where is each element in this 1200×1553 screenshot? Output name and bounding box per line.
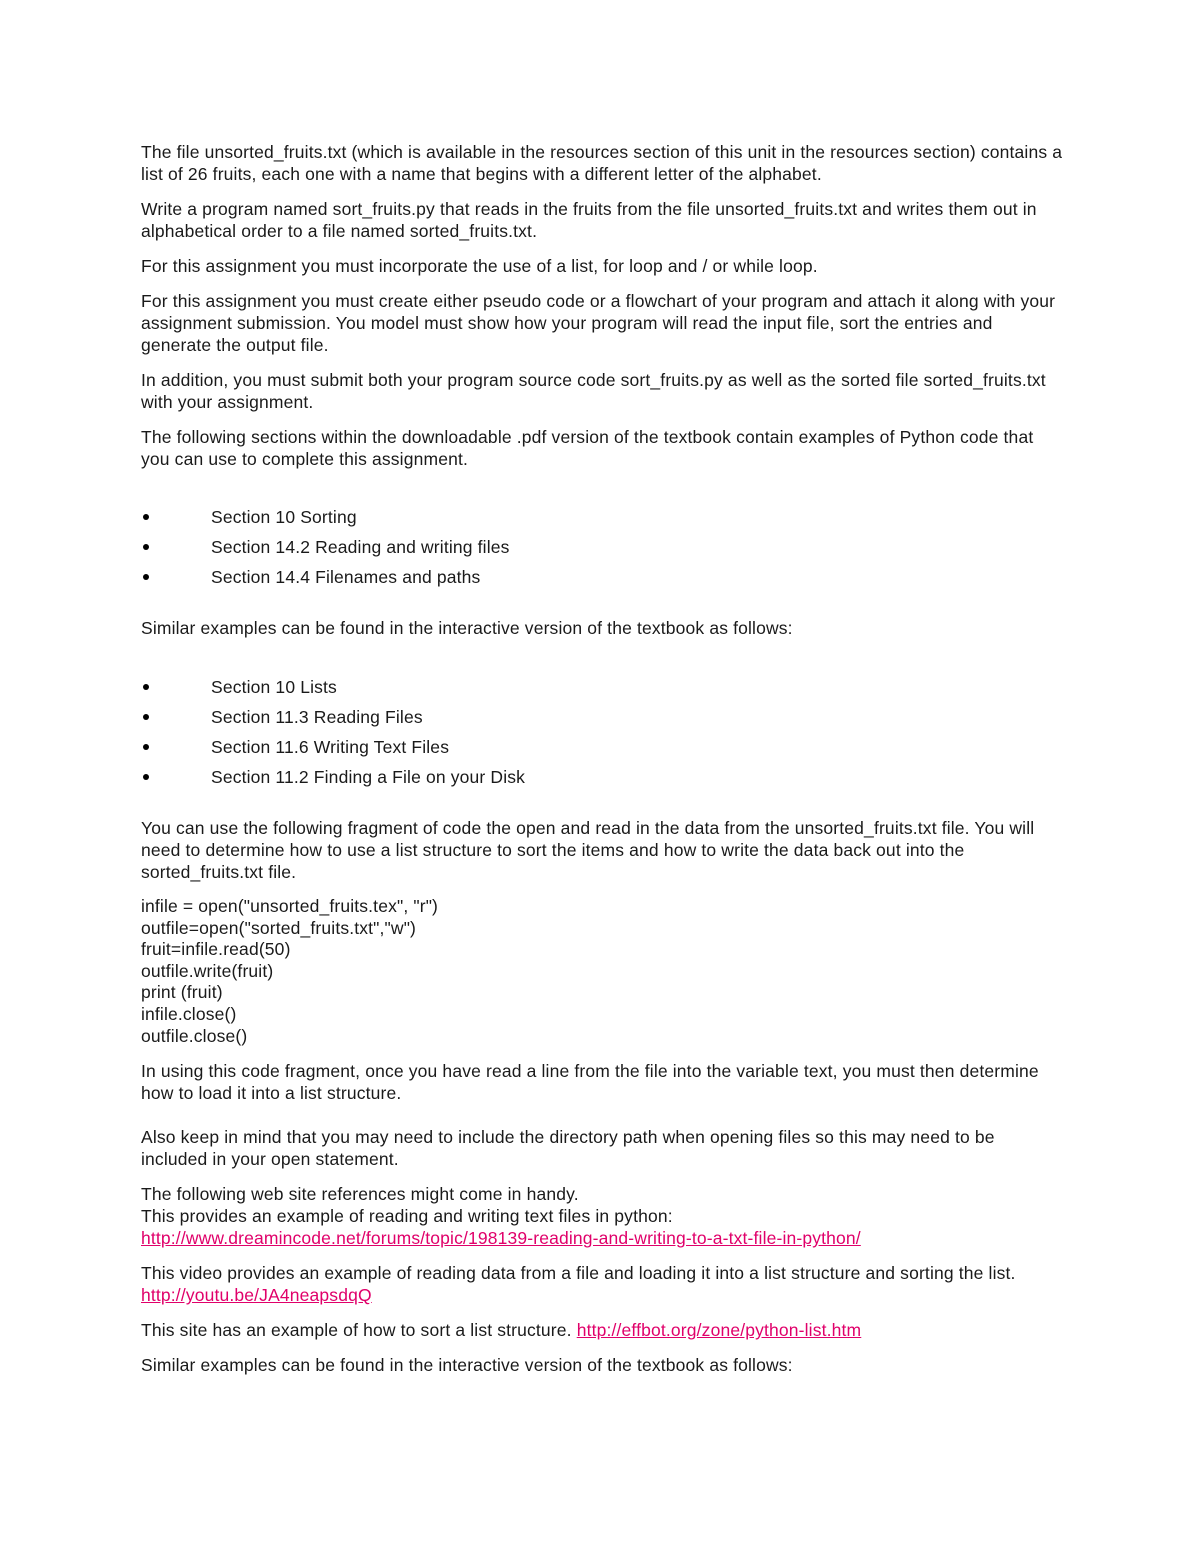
write-program-paragraph: Write a program named sort_fruits.py that reads in the fruits from the file unsorted_fruits.txt and writes them out in alphabetical order to a file named sorted_fruits.txt. [141,199,1037,241]
list-item: Section 11.3 Reading Files [141,702,1066,732]
bullet-icon [143,544,149,550]
youtube-link[interactable]: http://youtu.be/JA4neapsdqQ [141,1285,372,1306]
interactive-sections-list [141,672,1066,792]
web-references-text: The following web site references might come in handy. [141,1184,579,1205]
intro-paragraph: The file unsorted_fruits.txt (which is available in the resources section of this unit in the resources section) contains a list of 26 fruits, each one with a name that begins with a different letter of the alphabet. [141,142,1063,184]
code-fragment-intro-paragraph: You can use the following fragment of code the open and read in the data from the unsorted_fruits.txt file. You will need to determine how to use a list structure to sort the items and how to write the data back out into the sorted_fruits.txt file. [141,818,1035,882]
code-line: outfile.close() [141,1025,248,1046]
sort-site-text: This site has an example of how to sort a list structure. [141,1320,577,1341]
list-item: Section 10 Lists [141,672,1066,702]
incorporate-paragraph: For this assignment you must incorporate the use of a list, for loop and / or while loop. [141,256,818,276]
pdf-sections-paragraph: The following sections within the downloadable .pdf version of the textbook contain examples of Python code that you can use to complete this assignment. [141,427,1034,469]
code-line: print (fruit) [141,982,223,1003]
reading-writing-example-text: This provides an example of reading and writing text files in python: [141,1206,673,1227]
effbot-link[interactable]: http://effbot.org/zone/python-list.htm [576,1320,862,1341]
list-item: Section 14.4 Filenames and paths [141,562,1066,592]
code-line: fruit=infile.read(50) [141,939,291,960]
pseudo-code-paragraph: For this assignment you must create either pseudo code or a flowchart of your program and attach it along with your assignment submission. You model must show how your program will read the input file, sort the entries and generate the output file. [141,291,1056,355]
directory-path-paragraph: Also keep in mind that you may need to include the directory path when opening files so this may need to be included in your open statement. [141,1127,995,1170]
submit-paragraph: In addition, you must submit both your program source code sort_fruits.py as well as the sorted file sorted_fruits.txt with your assignment. [141,370,1046,412]
code-line: infile.close() [141,1003,237,1024]
video-text: This video provides an example of reading data from a file and loading it into a list structure and sorting the list. [141,1263,1016,1284]
bullet-icon [143,684,149,690]
similar-examples-paragraph-2: Similar examples can be found in the interactive version of the textbook as follows: [141,1355,793,1376]
list-item: Section 14.2 Reading and writing files [141,532,1066,562]
code-line: infile = open("unsorted_fruits.tex", "r") [141,896,439,916]
similar-examples-paragraph: Similar examples can be found in the interactive version of the textbook as follows: [141,618,793,638]
list-item: Section 11.2 Finding a File on your Disk [141,762,1066,792]
bullet-icon [143,774,149,780]
code-fragment [141,896,1066,1047]
dreamincode-link[interactable]: http://www.dreamincode.net/forums/topic/198139-reading-and-writing-to-a-txt-file-in-python/ [141,1228,861,1249]
video-block [141,1262,1066,1306]
code-usage-paragraph: In using this code fragment, once you have read a line from the file into the variable text, you must then determine how to load it into a list structure. [141,1061,1039,1104]
document-page [141,141,1066,1376]
pdf-sections-list [141,502,1066,592]
web-references-block [141,1183,1066,1249]
bullet-icon [143,514,149,520]
bullet-icon [143,714,149,720]
bullet-icon [143,744,149,750]
list-item: Section 10 Sorting [141,502,1066,532]
bullet-icon [143,574,149,580]
sort-site-paragraph [141,1319,1066,1341]
code-line: outfile=open("sorted_fruits.txt","w") [141,917,417,938]
code-line: outfile.write(fruit) [141,960,274,981]
list-item: Section 11.6 Writing Text Files [141,732,1066,762]
